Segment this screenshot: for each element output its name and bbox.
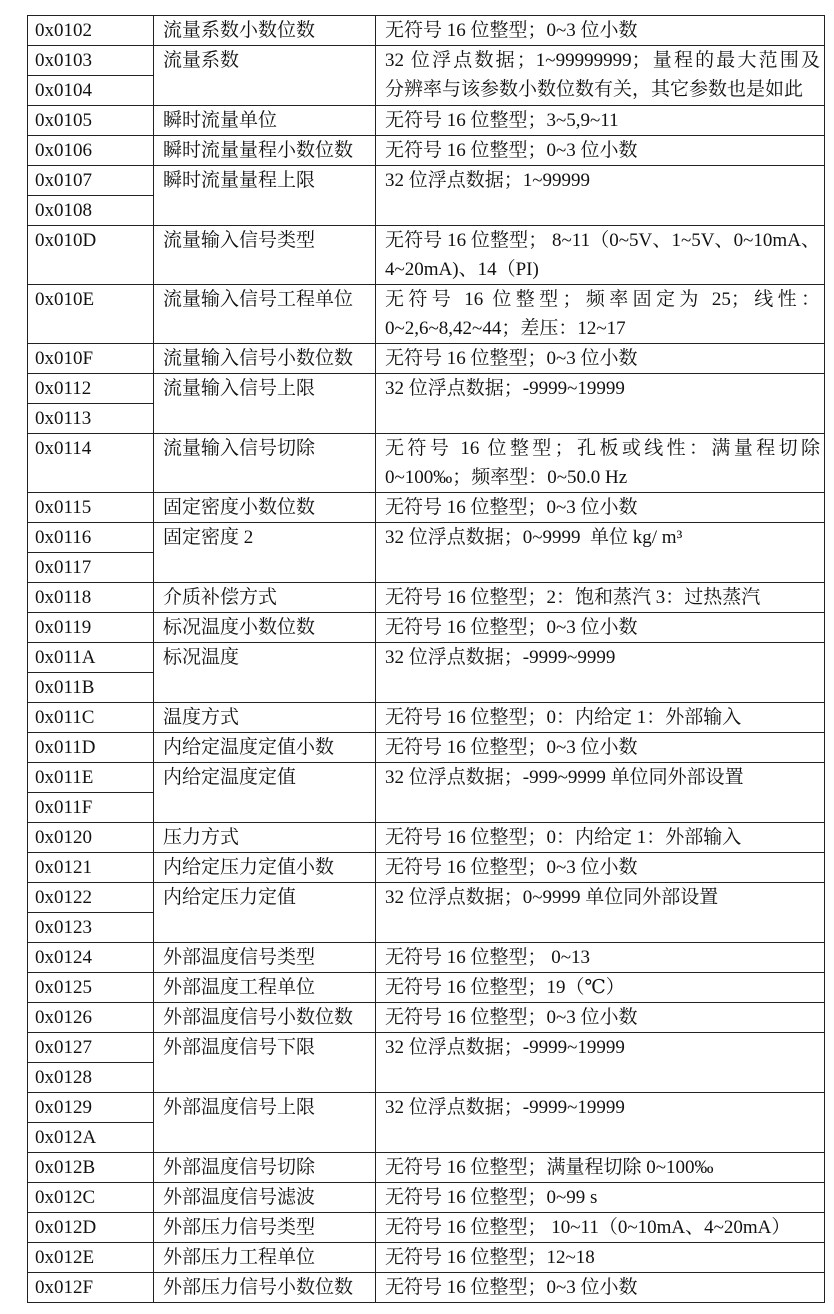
description-cell: 无符号 16 位整型；0~3 位小数 xyxy=(376,853,825,883)
description-cell: 无符号 16 位整型；0~3 位小数 xyxy=(376,613,825,643)
parameter-name-cell: 外部压力信号小数位数 xyxy=(154,1273,376,1303)
parameter-name-cell: 压力方式 xyxy=(154,823,376,853)
address-cell: 0x012B xyxy=(28,1153,154,1183)
table-row xyxy=(28,613,825,643)
parameter-name-cell: 固定密度 2 xyxy=(154,523,376,583)
parameter-name-cell: 内给定温度定值小数 xyxy=(154,733,376,763)
description-cell xyxy=(376,285,825,344)
parameter-name-cell: 流量输入信号切除 xyxy=(154,434,376,493)
address-cell: 0x0106 xyxy=(28,136,154,166)
parameter-name-cell: 流量系数小数位数 xyxy=(154,16,376,46)
address-cell: 0x0112 xyxy=(28,374,154,404)
table-row xyxy=(28,1243,825,1273)
address-cell: 0x010F xyxy=(28,344,154,374)
parameter-name-cell: 流量输入信号上限 xyxy=(154,374,376,434)
description-cell: 无符号 16 位整型；0：内给定 1：外部输入 xyxy=(376,823,825,853)
description-cell: 32 位浮点数据；0~9999 单位 kg/ m³ xyxy=(376,523,825,583)
description-cell xyxy=(376,46,825,106)
table-row xyxy=(28,943,825,973)
address-cell: 0x012C xyxy=(28,1183,154,1213)
parameter-name-cell: 瞬时流量单位 xyxy=(154,106,376,136)
description-line: 0~2,6~8,42~44；差压：12~17 xyxy=(385,318,626,339)
table-row xyxy=(28,434,825,493)
table-row xyxy=(28,226,825,285)
address-cell: 0x0125 xyxy=(28,973,154,1003)
description-cell xyxy=(376,434,825,493)
address-cell: 0x0116 xyxy=(28,523,154,553)
parameter-name-cell: 介质补偿方式 xyxy=(154,583,376,613)
address-cell: 0x0126 xyxy=(28,1003,154,1033)
address-cell: 0x012E xyxy=(28,1243,154,1273)
table-row xyxy=(28,583,825,613)
parameter-name-cell: 外部温度信号类型 xyxy=(154,943,376,973)
register-table xyxy=(27,15,825,1303)
description-cell: 32 位浮点数据；-9999~19999 xyxy=(376,1093,825,1153)
address-cell: 0x012D xyxy=(28,1213,154,1243)
description-cell: 32 位浮点数据；-9999~19999 xyxy=(376,1033,825,1093)
table-row xyxy=(28,493,825,523)
description-cell: 无符号 16 位整型；0：内给定 1：外部输入 xyxy=(376,703,825,733)
description-cell: 无符号 16 位整型；满量程切除 0~100‰ xyxy=(376,1153,825,1183)
parameter-name-cell: 外部压力信号类型 xyxy=(154,1213,376,1243)
parameter-name-cell: 流量系数 xyxy=(154,46,376,106)
table-row xyxy=(28,1153,825,1183)
description-cell: 无符号 16 位整型；0~3 位小数 xyxy=(376,1003,825,1033)
table-row xyxy=(28,374,825,404)
description-line: 分辨率与该参数小数位数有关，其它参数也是如此 xyxy=(385,79,804,100)
register-table-body xyxy=(28,16,825,1303)
parameter-name-cell: 固定密度小数位数 xyxy=(154,493,376,523)
table-row xyxy=(28,643,825,673)
table-row xyxy=(28,703,825,733)
address-cell: 0x0104 xyxy=(28,76,154,106)
description-line: 无符号 16 位整型；频率固定为 25；线性： xyxy=(385,289,820,310)
parameter-name-cell: 流量输入信号小数位数 xyxy=(154,344,376,374)
address-cell: 0x012F xyxy=(28,1273,154,1303)
description-cell: 无符号 16 位整型；3~5,9~11 xyxy=(376,106,825,136)
address-cell: 0x0120 xyxy=(28,823,154,853)
description-cell: 无符号 16 位整型；12~18 xyxy=(376,1243,825,1273)
table-row xyxy=(28,823,825,853)
parameter-name-cell: 瞬时流量量程上限 xyxy=(154,166,376,226)
table-row xyxy=(28,1093,825,1123)
address-cell: 0x0113 xyxy=(28,404,154,434)
address-cell: 0x0123 xyxy=(28,913,154,943)
address-cell: 0x0117 xyxy=(28,553,154,583)
table-row xyxy=(28,106,825,136)
address-cell: 0x0127 xyxy=(28,1033,154,1063)
parameter-name-cell: 外部温度信号上限 xyxy=(154,1093,376,1153)
parameter-name-cell: 外部温度信号切除 xyxy=(154,1153,376,1183)
address-cell: 0x0114 xyxy=(28,434,154,493)
description-cell: 32 位浮点数据；-999~9999 单位同外部设置 xyxy=(376,763,825,823)
address-cell: 0x0124 xyxy=(28,943,154,973)
parameter-name-cell: 瞬时流量量程小数位数 xyxy=(154,136,376,166)
description-cell: 无符号 16 位整型；0~3 位小数 xyxy=(376,1273,825,1303)
parameter-name-cell: 外部温度工程单位 xyxy=(154,973,376,1003)
address-cell: 0x010D xyxy=(28,226,154,285)
table-row xyxy=(28,1033,825,1063)
description-cell: 32 位浮点数据；-9999~9999 xyxy=(376,643,825,703)
table-row xyxy=(28,166,825,196)
table-row xyxy=(28,1213,825,1243)
description-cell: 无符号 16 位整型； 0~13 xyxy=(376,943,825,973)
address-cell: 0x011C xyxy=(28,703,154,733)
table-row xyxy=(28,46,825,76)
table-row xyxy=(28,853,825,883)
parameter-name-cell: 内给定温度定值 xyxy=(154,763,376,823)
table-row xyxy=(28,523,825,553)
parameter-name-cell: 流量输入信号类型 xyxy=(154,226,376,285)
description-cell: 无符号 16 位整型；19（℃） xyxy=(376,973,825,1003)
table-row xyxy=(28,1183,825,1213)
table-row xyxy=(28,16,825,46)
parameter-name-cell: 外部温度信号滤波 xyxy=(154,1183,376,1213)
description-cell: 无符号 16 位整型；2：饱和蒸汽 3：过热蒸汽 xyxy=(376,583,825,613)
address-cell: 0x0107 xyxy=(28,166,154,196)
description-cell: 32 位浮点数据；1~99999 xyxy=(376,166,825,226)
description-line: 无符号 16 位整型； 8~11（0~5V、1~5V、0~10mA、 xyxy=(385,230,820,251)
address-cell: 0x012A xyxy=(28,1123,154,1153)
parameter-name-cell: 温度方式 xyxy=(154,703,376,733)
address-cell: 0x0121 xyxy=(28,853,154,883)
description-line: 无符号 16 位整型；孔板或线性：满量程切除 xyxy=(385,438,820,459)
description-cell: 无符号 16 位整型；0~3 位小数 xyxy=(376,493,825,523)
address-cell: 0x0119 xyxy=(28,613,154,643)
address-cell: 0x0122 xyxy=(28,883,154,913)
table-row xyxy=(28,285,825,344)
parameter-name-cell: 外部压力工程单位 xyxy=(154,1243,376,1273)
description-cell: 32 位浮点数据；-9999~19999 xyxy=(376,374,825,434)
address-cell: 0x0108 xyxy=(28,196,154,226)
parameter-name-cell: 外部温度信号小数位数 xyxy=(154,1003,376,1033)
description-cell: 32 位浮点数据；0~9999 单位同外部设置 xyxy=(376,883,825,943)
parameter-name-cell: 流量输入信号工程单位 xyxy=(154,285,376,344)
address-cell: 0x011D xyxy=(28,733,154,763)
description-line: 32 位浮点数据；1~99999999；量程的最大范围及 xyxy=(385,50,820,71)
description-cell: 无符号 16 位整型； 10~11（0~10mA、4~20mA） xyxy=(376,1213,825,1243)
address-cell: 0x011B xyxy=(28,673,154,703)
address-cell: 0x011F xyxy=(28,793,154,823)
table-row xyxy=(28,763,825,793)
table-row xyxy=(28,344,825,374)
table-row xyxy=(28,1003,825,1033)
description-cell: 无符号 16 位整型；0~3 位小数 xyxy=(376,136,825,166)
description-cell xyxy=(376,226,825,285)
parameter-name-cell: 外部温度信号下限 xyxy=(154,1033,376,1093)
table-row xyxy=(28,136,825,166)
address-cell: 0x0118 xyxy=(28,583,154,613)
parameter-name-cell: 内给定压力定值小数 xyxy=(154,853,376,883)
address-cell: 0x0129 xyxy=(28,1093,154,1123)
table-row xyxy=(28,883,825,913)
address-cell: 0x010E xyxy=(28,285,154,344)
table-row xyxy=(28,733,825,763)
description-cell: 无符号 16 位整型；0~3 位小数 xyxy=(376,733,825,763)
address-cell: 0x0128 xyxy=(28,1063,154,1093)
address-cell: 0x011A xyxy=(28,643,154,673)
address-cell: 0x0115 xyxy=(28,493,154,523)
table-row xyxy=(28,1273,825,1303)
parameter-name-cell: 标况温度 xyxy=(154,643,376,703)
description-cell: 无符号 16 位整型；0~3 位小数 xyxy=(376,344,825,374)
description-cell: 无符号 16 位整型；0~99 s xyxy=(376,1183,825,1213)
description-cell: 无符号 16 位整型；0~3 位小数 xyxy=(376,16,825,46)
table-row xyxy=(28,973,825,1003)
address-cell: 0x0102 xyxy=(28,16,154,46)
description-line: 4~20mA)、14（PI) xyxy=(385,259,539,280)
parameter-name-cell: 内给定压力定值 xyxy=(154,883,376,943)
parameter-name-cell: 标况温度小数位数 xyxy=(154,613,376,643)
description-line: 0~100‰；频率型：0~50.0 Hz xyxy=(385,467,628,488)
address-cell: 0x0105 xyxy=(28,106,154,136)
address-cell: 0x011E xyxy=(28,763,154,793)
address-cell: 0x0103 xyxy=(28,46,154,76)
